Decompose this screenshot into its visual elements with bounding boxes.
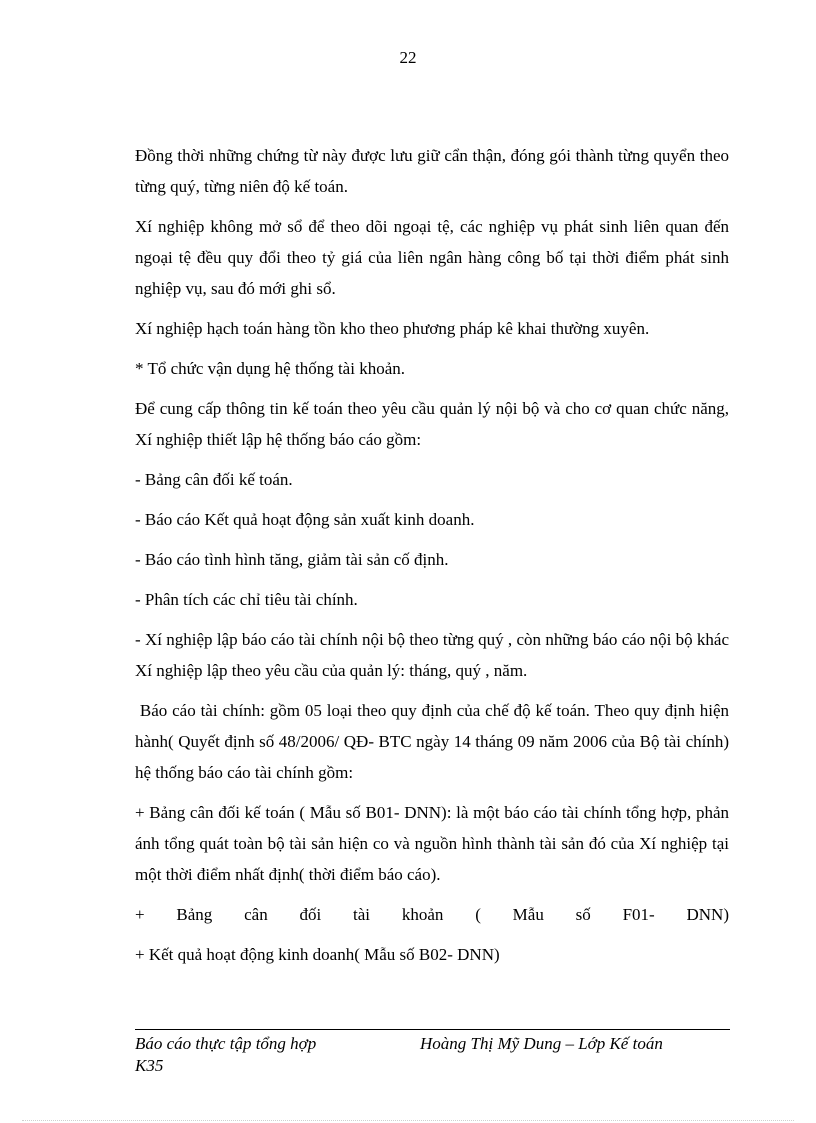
list-item: - Bảng cân đối kế toán. (135, 470, 293, 489)
list-item: - Phân tích các chỉ tiêu tài chính. (135, 590, 358, 609)
document-body (135, 140, 734, 979)
list-item: - Xí nghiệp lập báo cáo tài chính nội bộ theo từng quý , còn những báo cáo nội bộ khác Xí nghiệp lập theo yêu cầu của quản lý: tháng, quý , năm. (135, 630, 729, 680)
paragraph: * Tổ chức vận dụng hệ thống tài khoản. (135, 359, 405, 378)
page-number: 22 (399, 48, 417, 67)
list-item: + Bảng cân đối kế toán ( Mẫu số B01- DNN): là một báo cáo tài chính tổng hợp, phản ánh tổng quát toàn bộ tài sản hiện co và nguồn hình thành tài sản đó của Xí nghiệp tại một thời điểm nhất định( thời điểm báo cáo). (135, 803, 729, 884)
paragraph: Xí nghiệp không mở sổ để theo dõi ngoại tệ, các nghiệp vụ phát sinh liên quan đến ngoại tệ đều quy đổi theo tỷ giá của liên ngân hàng công bố tại thời điểm phát sinh nghiệp vụ, sau đó mới ghi sổ. (135, 217, 729, 298)
footer-divider (135, 1029, 730, 1030)
footer-class-code: K35 (135, 1056, 164, 1075)
footer-report-title: Báo cáo thực tập tổng hợp (135, 1034, 317, 1053)
footer-author: Hoàng Thị Mỹ Dung – Lớp Kế toán (420, 1034, 663, 1053)
paragraph: Xí nghiệp hạch toán hàng tồn kho theo phương pháp kê khai thường xuyên. (135, 319, 650, 338)
paragraph: Để cung cấp thông tin kế toán theo yêu cầu quản lý nội bộ và cho cơ quan chức năng, Xí nghiệp thiết lập hệ thống báo cáo gồm: (135, 399, 729, 449)
page-footer (135, 1033, 730, 1077)
page-edge-divider (22, 1120, 794, 1121)
list-item: + Kết quả hoạt động kinh doanh( Mẫu số B02- DNN) (135, 945, 500, 964)
paragraph: Báo cáo tài chính: gồm 05 loại theo quy định của chế độ kế toán. Theo quy định hiện hành( Quyết định số 48/2006/ QĐ- BTC ngày 14 tháng 09 năm 2006 của Bộ tài chính) hệ thống báo cáo tài chính gồm: (135, 701, 734, 782)
paragraph: Đồng thời những chứng từ này được lưu giữ cẩn thận, đóng gói thành từng quyển theo từng quý, từng niên độ kế toán. (135, 146, 729, 196)
list-item: - Báo cáo Kết quả hoạt động sản xuất kinh doanh. (135, 510, 475, 529)
list-item: + Bảng cân đối tài khoản ( Mẫu số F01- DNN) (135, 905, 729, 924)
list-item: - Báo cáo tình hình tăng, giảm tài sản cố định. (135, 550, 449, 569)
